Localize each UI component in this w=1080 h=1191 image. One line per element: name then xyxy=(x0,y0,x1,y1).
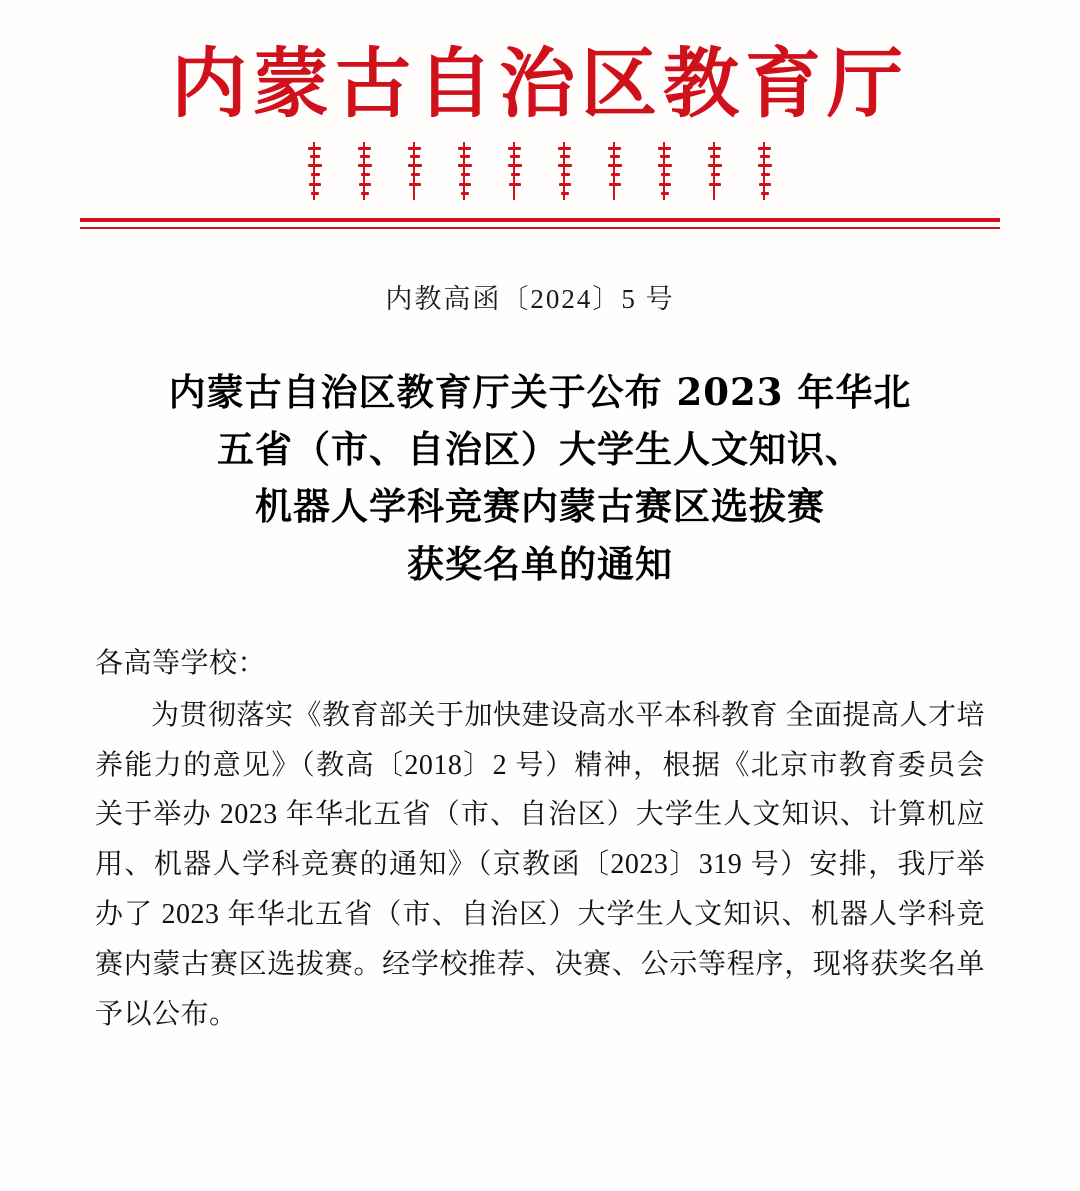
mongolian-glyph xyxy=(758,142,772,200)
title-line-3: 机器人学科竞赛内蒙古赛区选拔赛 xyxy=(255,484,825,529)
mongolian-glyph xyxy=(308,142,322,200)
divider-thick-line xyxy=(80,218,1000,222)
document-number: 内教高函〔2024〕5 号 xyxy=(385,283,675,314)
title-line-1: 内蒙古自治区教育厅关于公布 2023 年华北 xyxy=(168,369,912,414)
mongolian-glyph xyxy=(358,142,372,200)
mongolian-glyph xyxy=(558,142,572,200)
mongolian-glyph xyxy=(408,142,422,200)
letterhead-divider xyxy=(80,218,1000,229)
title-line-4: 获奖名单的通知 xyxy=(407,541,673,586)
divider-thin-line xyxy=(80,227,1000,229)
letterhead xyxy=(0,0,1080,229)
mongolian-glyph xyxy=(708,142,722,200)
salutation: 各高等学校： xyxy=(95,647,267,679)
title-line-2: 五省（市、自治区）大学生人文知识、 xyxy=(217,426,863,471)
document-title xyxy=(110,364,970,593)
mongolian-glyph xyxy=(658,142,672,200)
mongolian-glyph xyxy=(458,142,472,200)
mongolian-glyph xyxy=(608,142,622,200)
document-body xyxy=(95,639,985,1040)
mongolian-glyph xyxy=(508,142,522,200)
mongolian-script-line xyxy=(0,142,1080,204)
issuing-organization-title: 内蒙古自治区教育厅 xyxy=(171,39,909,128)
body-paragraph-1: 为贯彻落实《教育部关于加快建设高水平本科教育 全面提高人才培养能力的意见》（教高〔2018〕2 号）精神，根据《北京市教育委员会关于举办 2023 年华北五省（市、自治区）大学生人文知识、计算机应用、机器人学科竞赛的通知》（京教函〔2023〕319 号）安排，我厅举办了 2023 年华北五省（市、自治区）大学生人文知识、机器人学科竞赛内蒙古赛区选拔赛。经学校推荐、决赛、公示等程序，现将获奖名单予以公布。 xyxy=(95,699,986,1030)
